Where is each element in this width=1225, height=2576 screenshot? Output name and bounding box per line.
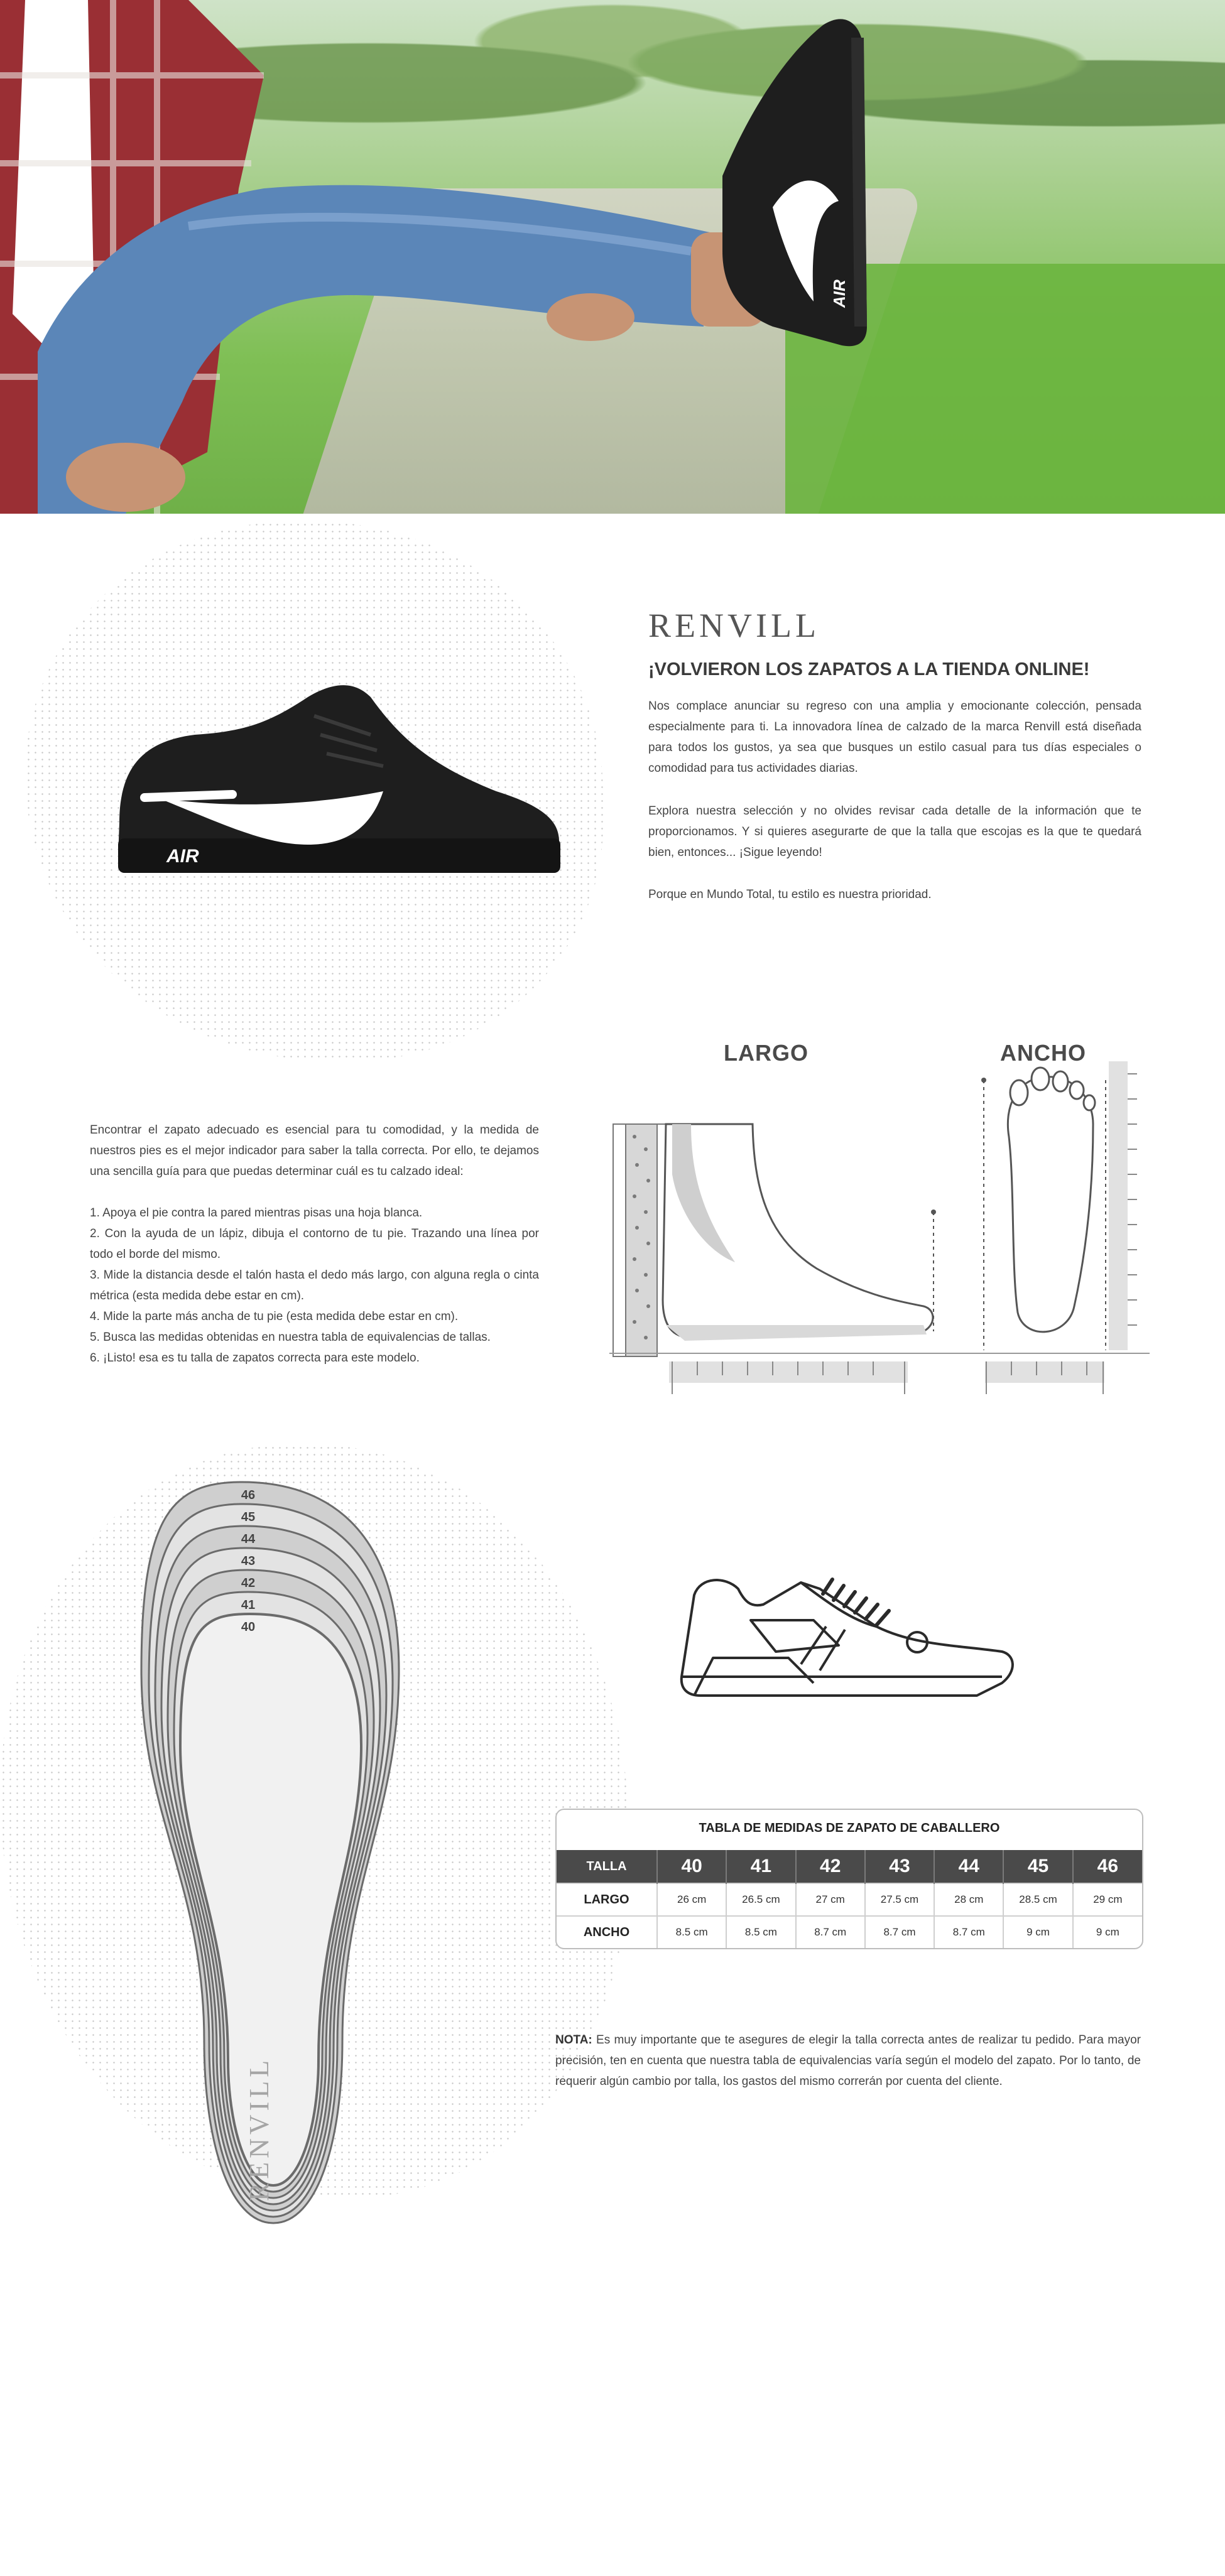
table-header-cell: 42	[796, 1850, 865, 1883]
table-cell: 27.5 cm	[865, 1883, 934, 1916]
sneaker-outline-icon	[675, 1551, 1021, 1708]
table-row	[557, 1916, 1142, 1948]
insole-size-label: 46	[241, 1488, 256, 1502]
insole-size-label: 41	[241, 1598, 256, 1612]
sneaker-image	[107, 672, 572, 885]
insole-size-label: 45	[241, 1510, 256, 1524]
table-header-cell: 46	[1073, 1850, 1142, 1883]
insole-size-label: 43	[241, 1554, 256, 1568]
table-cell: 8.7 cm	[934, 1916, 1003, 1948]
intro-paragraph-2: Explora nuestra selección y no olvides revisar cada detalle de la información que te proporcionamos. Y si quieres asegurarte de que la talla que escojas es la que te quedará bien, entonces... ¡Sigue leyendo!	[648, 804, 1141, 859]
intro-headline: ¡VOLVIERON LOS ZAPATOS A LA TIENDA ONLINE!	[648, 659, 1090, 679]
size-guide-text	[90, 1120, 539, 1368]
guide-step: 6. ¡Listo! esa es tu talla de zapatos correcta para este modelo.	[90, 1351, 420, 1365]
table-header-cell: TALLA	[557, 1850, 657, 1883]
note-body: Es muy importante que te asegures de elegir la talla correcta antes de realizar tu pedido. Para mayor precisión, ten en cuenta que nuestra tabla de equivalencias varía según el modelo del zapato. Por lo tanto, de requerir algún cambio por talla, los gastos del mismo correrán por cuenta del cliente.	[555, 2033, 1141, 2088]
foot-measure-diagram	[609, 1061, 1150, 1400]
table-header-cell: 43	[865, 1850, 934, 1883]
table-cell: 8.7 cm	[796, 1916, 865, 1948]
note-label: NOTA:	[555, 2033, 592, 2047]
table-cell: 26 cm	[657, 1883, 726, 1916]
brand-logo: RENVILL	[648, 607, 820, 644]
table-cell: 9 cm	[1003, 1916, 1072, 1948]
size-table-card	[555, 1809, 1143, 1949]
insole-brand: RENVILL	[244, 2056, 275, 2202]
guide-step: 4. Mide la parte más ancha de tu pie (esta medida debe estar en cm).	[90, 1310, 459, 1323]
note-text	[555, 2030, 1141, 2092]
sneaker-heel-text: AIR	[166, 846, 199, 867]
intro-paragraph-1: Nos complace anunciar su regreso con una amplia y emocionante colección, pensada especialmente para ti. La innovadora línea de calzado de la marca Renvill está diseñada para todos los gustos, ya sea que busques un estilo casual para tus días especiales o comodidad para tus actividades diarias.	[648, 700, 1141, 775]
svg-text:AIR: AIR	[830, 279, 849, 308]
table-header-row	[557, 1850, 1142, 1883]
insole-size-label: 44	[241, 1532, 256, 1546]
guide-step: 5. Busca las medidas obtenidas en nuestra tabla de equivalencias de tallas.	[90, 1331, 491, 1344]
ancho-label: ANCHO	[1000, 1040, 1086, 1066]
table-row	[557, 1883, 1142, 1916]
insole-size-diagram	[135, 1476, 411, 2229]
table-cell: 8.5 cm	[657, 1916, 726, 1948]
guide-intro: Encontrar el zapato adecuado es esencial para tu comodidad, y la medida de nuestros pies es el mejor indicador para saber la talla correcta. Por ello, te dejamos una sencilla guía para que puedas determinar cuál es tu calzado ideal:	[90, 1123, 539, 1178]
guide-step: 3. Mide la distancia desde el talón hasta el dedo más largo, con alguna regla o cinta métrica (esta medida debe estar en cm).	[90, 1269, 539, 1302]
largo-label: LARGO	[724, 1040, 808, 1066]
table-header-cell: 40	[657, 1850, 726, 1883]
table-cell: 29 cm	[1073, 1883, 1142, 1916]
insole-size-label: 40	[241, 1620, 256, 1634]
size-table-title: TABLA DE MEDIDAS DE ZAPATO DE CABALLERO	[699, 1821, 1000, 1835]
table-cell: 27 cm	[796, 1883, 865, 1916]
table-cell: 8.5 cm	[726, 1916, 795, 1948]
table-header-cell: 41	[726, 1850, 795, 1883]
hero-person-illustration	[0, 0, 1225, 514]
guide-step: 1. Apoya el pie contra la pared mientras pisas una hoja blanca.	[90, 1206, 423, 1220]
intro-paragraph-3: Porque en Mundo Total, tu estilo es nuestra prioridad.	[648, 888, 932, 901]
table-header-cell: 45	[1003, 1850, 1072, 1883]
table-cell: 26.5 cm	[726, 1883, 795, 1916]
insole-size-label: 42	[241, 1576, 256, 1590]
table-cell: 9 cm	[1073, 1916, 1142, 1948]
size-table	[557, 1850, 1142, 1948]
guide-steps	[90, 1203, 539, 1368]
table-header-cell: 44	[934, 1850, 1003, 1883]
table-cell: 8.7 cm	[865, 1916, 934, 1948]
guide-step: 2. Con la ayuda de un lápiz, dibuja el contorno de tu pie. Trazando una línea por todo el borde del mismo.	[90, 1227, 539, 1261]
table-cell: 28 cm	[934, 1883, 1003, 1916]
hero-photo	[0, 0, 1225, 514]
table-cell: 28.5 cm	[1003, 1883, 1072, 1916]
table-cell: LARGO	[557, 1883, 657, 1916]
table-cell: ANCHO	[557, 1916, 657, 1948]
